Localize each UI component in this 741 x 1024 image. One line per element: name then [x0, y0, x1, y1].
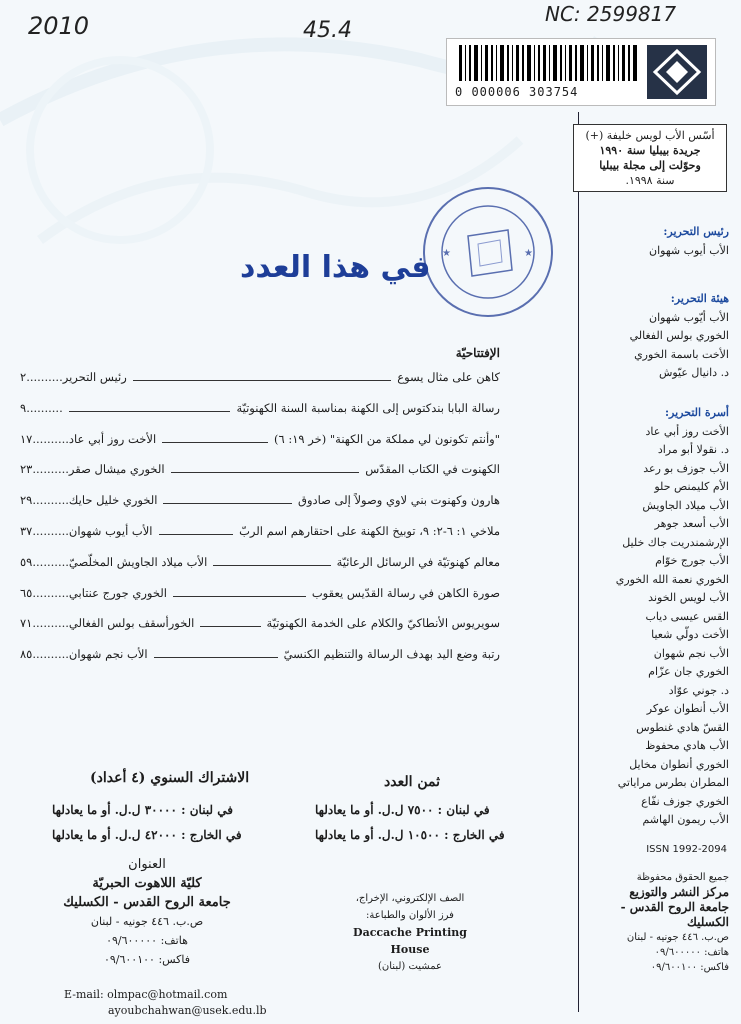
address-phone: هاتف: ٠٩/٦٠٠٠٠٠ [106, 934, 188, 947]
rights-reserved: جميع الحقوق محفوظة [636, 872, 729, 883]
table-of-contents [20, 346, 500, 678]
toc-author: رئيس التحرير [62, 370, 127, 384]
distribution-phone: هاتف: ٠٩/٦٠٠٠٠٠ [654, 947, 729, 958]
toc-row[interactable] [20, 647, 500, 678]
toc-leader-line [133, 380, 391, 381]
editorial-board-list [579, 309, 729, 383]
toc-title: صورة الكاهن في رسالة القدّيس يعقوب [311, 585, 500, 600]
editorial-family-member: د. جوني عوّاد [668, 683, 729, 697]
toc-author-page [20, 524, 153, 538]
founder-line: وحوّلت إلى مجلة بيبليا [599, 159, 701, 172]
toc-row[interactable] [20, 493, 500, 524]
handwritten-year: 2010 [28, 12, 90, 40]
editor-in-chief-heading: رئيس التحرير: [663, 225, 729, 238]
editorial-board-member: الخوري بولس الفغالي [629, 329, 729, 342]
toc-author: الأخت روز أبي عاد [68, 431, 157, 446]
issue-price-lebanon: في لبنان : ٧٥٠٠ ل.ل. أو ما يعادلها [315, 803, 490, 817]
toc-author: الخوري خليل حايك [68, 493, 158, 508]
address-block [62, 855, 232, 969]
library-stamp [420, 184, 556, 320]
issue-title: في هذا العدد [240, 250, 431, 285]
editorial-family-member: الأب نجم شهوان [653, 646, 729, 660]
toc-leader-line [200, 626, 260, 627]
founder-line: جريدة بيبليا سنة ١٩٩٠ [599, 144, 701, 157]
editorial-family-member: الخوري أنطوان مخايل [629, 757, 729, 771]
toc-title: الكهنوت في الكتاب المقدّس [365, 462, 500, 477]
editorial-family [579, 404, 729, 830]
email-address-1[interactable]: E-mail: olmpac@hotmail.com [64, 988, 228, 1001]
editorial-family-member: المطران بطرس مراياتي [617, 776, 729, 789]
toc-author: الأب نجم شهوان [68, 647, 148, 662]
handwritten-number: 45.4 [303, 18, 352, 43]
svg-text:★: ★ [524, 248, 533, 259]
toc-page-number: ٢٩ [20, 493, 33, 508]
toc-page-number: ٣٧ [20, 523, 33, 538]
toc-author-page [20, 370, 127, 384]
toc-row[interactable] [20, 586, 500, 617]
toc-author-page [20, 401, 63, 415]
toc-dots: .......... [32, 431, 69, 446]
editorial-family-member: الخوري نعمة الله الخوري [615, 572, 729, 586]
toc-author-page [20, 616, 194, 630]
toc-page-number: ٥٩ [20, 554, 33, 569]
editorial-board-member: الأب أيّوب شهوان [649, 310, 729, 324]
editorial-family-member: الأخت روز أبي عاد [645, 424, 729, 438]
toc-row[interactable] [20, 370, 500, 401]
toc-author-page [20, 432, 156, 446]
founder-line: سنة ١٩٩٨. [625, 174, 675, 187]
editorial-board [579, 290, 729, 383]
editorial-family-member: الأب لويس الخوند [648, 591, 729, 604]
toc-row[interactable] [20, 462, 500, 493]
toc-title: هارون وكهنوت بني لاوي وصولاً إلى صادوق [298, 493, 500, 508]
editorial-family-member: الأب هادي محفوظ [645, 739, 729, 752]
address-line-2: جامعة الروح القدس - الكسليك [63, 895, 231, 910]
issue-price-abroad: في الخارج : ١٠٥٠٠ ل.ل. أو ما يعادلها [315, 828, 505, 842]
svg-text:★: ★ [442, 248, 451, 259]
editorial-family-member: القس عيسى دياب [645, 609, 729, 623]
address-po-box: ص.ب. ٤٤٦ جونيه - لبنان [90, 915, 204, 928]
toc-leader-line [213, 565, 330, 566]
toc-page-number: ١٧ [20, 431, 33, 446]
distribution-university: جامعة الروح القدس - الكسليك [620, 900, 729, 929]
editorial-board-member: الأخت باسمة الخوري [634, 347, 729, 361]
editorial-family-member: الخوري جان عزّام [648, 665, 729, 678]
editorial-family-member: الأخت دولّي شعيا [651, 628, 729, 641]
toc-dots: .......... [32, 554, 69, 569]
toc-title: رسالة البابا بندكتوس إلى الكهنة بمناسبة السنة الكهنوتيّة [236, 400, 500, 415]
barcode-icon [459, 45, 639, 81]
address-line-1: كليّة اللاهوت الحبريّة [92, 876, 202, 891]
toc-page-number: ٨٥ [20, 647, 33, 662]
toc-page-number: ٧١ [20, 616, 33, 631]
toc-author: الأب ميلاد الجاويش المخلّصيّ [68, 554, 208, 569]
toc-leader-line [159, 534, 234, 535]
editorial-family-member: الأب جورج خوّام [655, 554, 729, 567]
toc-author-page [20, 647, 148, 661]
toc-author: الخوري ميشال صقر [68, 462, 165, 477]
toc-row[interactable] [20, 401, 500, 432]
editor-in-chief-name: الأب أيوب شهوان [649, 243, 729, 257]
toc-leader-line [69, 411, 231, 412]
printing-credit [340, 890, 480, 975]
handwritten-reference: NC: 2599817 [545, 2, 677, 26]
toc-title: ملاخي ١: ٦-٢: ٩، توبيخ الكهنة على احتقارهم اسم الربّ [239, 523, 500, 538]
toc-rows [20, 370, 500, 678]
toc-row[interactable] [20, 432, 500, 463]
printing-place: عمشيت (لبنان) [378, 961, 442, 972]
editorial-board-member: د. دانيال عيّوش [658, 366, 729, 379]
editorial-family-member: الأم كليمنص حلو [654, 480, 729, 493]
printing-line-2: فرز الألوان والطباعة: [366, 910, 454, 921]
toc-leader-line [154, 657, 278, 658]
rights-and-distribution [579, 870, 729, 975]
toc-leader-line [171, 472, 360, 473]
distribution-fax: فاكس: ٠٩/٦٠٠١٠٠ [650, 962, 729, 973]
barcode-label [446, 38, 716, 106]
issue-price-heading: ثمن العدد [384, 774, 441, 790]
editorial-family-member: الخوري جوزف نفّاع [641, 794, 729, 808]
subscription-heading: الاشتراك السنوي (٤ أعداد) [90, 770, 250, 786]
toc-author: الخورأسقف بولس الفغالي [68, 616, 195, 631]
founder-line: أسّس الأب لويس خليفة (+) [585, 129, 715, 142]
toc-title: رتبة وضع اليد بهدف الرسالة والتنظيم الكنسيّ [283, 647, 500, 662]
editorial-family-member: الإرشمندريت جاك خليل [622, 535, 729, 549]
toc-dots: .......... [26, 370, 63, 384]
toc-author: الأب أيوب شهوان [68, 523, 153, 538]
toc-leader-line [162, 442, 268, 443]
distribution-center: مركز النشر والتوزيع [629, 885, 729, 899]
editorial-family-member: القسّ هادي غنطوس [636, 720, 729, 734]
toc-heading: الإفتتاحيّة [455, 346, 500, 360]
toc-dots: .......... [26, 400, 63, 415]
address-fax: فاكس: ٠٩/٦٠٠١٠٠ [103, 953, 191, 966]
editorial-family-member: الأب ريمون الهاشم [642, 813, 729, 826]
editorial-family-member: الأب أسعد جوهر [654, 517, 729, 530]
toc-author-page [20, 493, 157, 507]
editorial-board-heading: هيئة التحرير: [670, 292, 729, 305]
toc-row[interactable] [20, 555, 500, 586]
toc-leader-line [163, 503, 292, 504]
toc-leader-line [173, 596, 306, 597]
email-address-2[interactable]: ayoubchahwan@usek.edu.lb [108, 1004, 267, 1017]
editorial-family-member: الأب أنطوان عوكر [646, 702, 729, 715]
founder-note [573, 124, 727, 192]
subscription-abroad: في الخارج : ٤٢٠٠٠ ل.ل. أو ما يعادلها [52, 828, 242, 842]
printing-house: Daccache Printing House [353, 926, 467, 956]
toc-page-number: ٢ [20, 370, 27, 384]
printing-line-1: الصف الإلكتروني، الإخراج، [355, 893, 465, 904]
editor-in-chief [579, 223, 729, 260]
toc-page-number: ٢٣ [20, 462, 33, 477]
address-heading: العنوان [128, 857, 166, 872]
subscription-lebanon: في لبنان : ٣٠٠٠٠ ل.ل. أو ما يعادلها [52, 803, 234, 817]
toc-page-number: ٩ [20, 400, 27, 415]
editorial-family-list [579, 423, 729, 830]
toc-row[interactable] [20, 524, 500, 555]
toc-dots: .......... [32, 493, 69, 508]
toc-author: الخوري جورج عنتابي [68, 585, 167, 600]
toc-dots: .......... [32, 616, 69, 631]
editorial-family-heading: أسرة التحرير: [664, 406, 729, 419]
editorial-family-member: د. نقولا أبو مراد [657, 443, 729, 456]
toc-dots: .......... [32, 585, 69, 600]
toc-dots: .......... [32, 462, 69, 477]
toc-title: كاهن على مثال يسوع [397, 370, 500, 384]
barcode-digits: 0 000006 303754 [455, 85, 579, 99]
issn-number: ISSN 1992-2094 [646, 844, 727, 855]
library-logo-icon [647, 45, 707, 99]
toc-author-page [20, 586, 167, 600]
distribution-po-box: ص.ب. ٤٤٦ جونيه - لبنان [626, 932, 729, 943]
editorial-family-member: الأب جوزف بو رعد [643, 461, 729, 475]
editorial-family-member: الأب ميلاد الجاويش [642, 498, 729, 512]
toc-author-page [20, 555, 207, 569]
toc-title: "وأنتم تكونون لي مملكة من الكهنة" (خر ١٩: ٦) [274, 431, 500, 446]
toc-title: معالم كهنوتيّة في الرسائل الرعائيّة [336, 554, 500, 569]
toc-row[interactable] [20, 616, 500, 647]
toc-author-page [20, 462, 165, 476]
toc-title: سويريوس الأنطاكيّ والكلام على الخدمة الكهنوتيّة [266, 616, 500, 631]
toc-dots: .......... [32, 647, 69, 662]
toc-page-number: ٦٥ [20, 585, 33, 600]
toc-dots: .......... [32, 523, 69, 538]
